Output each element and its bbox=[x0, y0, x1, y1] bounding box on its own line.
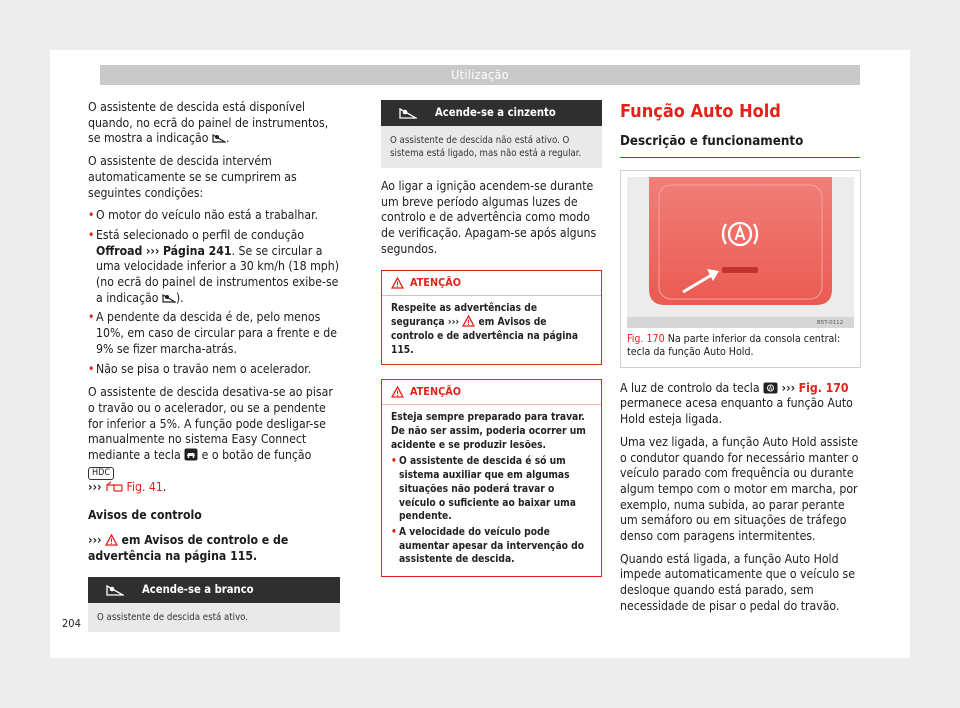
car-settings-icon bbox=[105, 481, 123, 493]
page-link[interactable]: em Avisos de controlo e de advertência na página 115 bbox=[88, 533, 289, 563]
hill-descent-icon bbox=[162, 292, 176, 304]
list-item: • O assistente de descida é só um sistema auxiliar que em algumas situações não poderá travar o veículo o suficiente ao baixar uma pendente. bbox=[391, 456, 576, 523]
hdc-key: HDC bbox=[88, 467, 114, 480]
list-item: • Não se pisa o travão nem o acelerador. bbox=[88, 361, 312, 376]
figure-caption: Fig. 170 Na parte inferior da consola central: tecla da função Auto Hold. bbox=[627, 332, 841, 359]
indicator-box-white: Acende-se a branco O assistente de descida está ativo. bbox=[88, 577, 340, 632]
column-right bbox=[620, 100, 860, 622]
warning-box: ATENÇÃO Esteja sempre preparado para travar. De não ser assim, poderia ocorrer um acidente e se produzir lesões. • O assistente de descida é só um sistema auxiliar que em algumas situações não poderá travar o veículo o suficiente ao baixar uma pendente. • A velocidade do veículo pode aumentar apesar da intervenção do assistente de descida. bbox=[381, 379, 602, 577]
paragraph: Ao ligar a ignição acendem-se durante um breve período algumas luzes de controlo e de advertência como modo de verificação. Apagam-se após alguns segundos. bbox=[381, 179, 597, 256]
section-header: Utilização bbox=[100, 65, 860, 85]
auto-hold-button-photo bbox=[627, 177, 854, 328]
auto-hold-icon bbox=[763, 382, 778, 394]
warning-triangle-icon bbox=[391, 277, 404, 289]
list-item: • Está selecionado o perfil de condução Offroad ››› Página 241. Se se circular a uma velocidade inferior a 30 km/h (18 mph) (no ecrã do painel de instrumentos exibe-se a indicação ). bbox=[88, 227, 339, 305]
box-header: Acende-se a branco bbox=[88, 577, 340, 603]
warning-title: ATENÇÃO bbox=[410, 275, 461, 289]
indicator-box-grey: Acende-se a cinzento O assistente de descida não está ativo. O sistema está ligado, mas não está a regular. bbox=[381, 100, 602, 168]
photo-code: B5T-0112 bbox=[817, 319, 844, 326]
car-menu-icon bbox=[184, 448, 198, 461]
list-item: • A velocidade do veículo pode aumentar apesar da intervenção do assistente de descida. bbox=[391, 526, 584, 566]
paragraph: A luz de controlo da tecla A ››› Fig. 170 permanece acesa enquanto a função Auto Hold esteja ligada. bbox=[620, 380, 853, 427]
hill-descent-icon bbox=[381, 106, 435, 120]
column-left bbox=[88, 100, 340, 632]
paragraph: Quando está ligada, a função Auto Hold impede automaticamente que o veículo se desloque quando está parado, sem necessidade de pisar o pedal do travão. bbox=[620, 551, 855, 613]
warning-triangle-icon bbox=[462, 315, 475, 327]
column-middle bbox=[381, 100, 602, 577]
section-title: Função Auto Hold bbox=[620, 101, 781, 122]
warning-triangle-icon bbox=[105, 534, 118, 546]
paragraph: O assistente de descida intervém automaticamente se se cumprirem as seguintes condições: bbox=[88, 154, 297, 200]
svg-text:A: A bbox=[768, 385, 773, 392]
page-number: 204 bbox=[62, 617, 81, 630]
figure-link[interactable]: Fig. 170 bbox=[798, 380, 849, 395]
hill-descent-icon bbox=[212, 132, 226, 144]
paragraph: Uma vez ligada, a função Auto Hold assiste o condutor quando for necessário manter o veículo parado com frequência ou durante algum tempo com o motor em marcha, por exemplo, numa subida, ao parar perante um semáforo ou em situações de tráfego denso com paragens intermitentes. bbox=[620, 434, 859, 544]
figure bbox=[620, 170, 861, 368]
list-item: • A pendente da descida é de, pelo menos 10%, em caso de circular para a frente e de 9% se fizer marcha-atrás. bbox=[88, 310, 337, 356]
list-item: • O motor do veículo não está a trabalhar. bbox=[88, 208, 318, 223]
warning-box: ATENÇÃO Respeite as advertências de segurança ››› em Avisos de controlo e de advertência na página 115. bbox=[381, 270, 602, 366]
section-subtitle: Descrição e funcionamento bbox=[620, 134, 860, 158]
box-header: Acende-se a cinzento bbox=[381, 100, 602, 126]
warning-title: ATENÇÃO bbox=[410, 385, 461, 399]
manual-page bbox=[50, 50, 910, 658]
figure-link[interactable]: Fig. 41 bbox=[126, 479, 163, 494]
warning-triangle-icon bbox=[391, 386, 404, 398]
page-link[interactable]: em Avisos de controlo e de advertência na página 115. bbox=[391, 317, 579, 356]
subheading: Avisos de controlo bbox=[88, 508, 202, 523]
paragraph: O assistente de descida está disponível quando, no ecrã do painel de instrumentos, se mostra a indicação . bbox=[88, 100, 329, 146]
page-link[interactable]: Página 241 bbox=[162, 243, 232, 258]
paragraph: ››› em Avisos de controlo e de advertência na página 115. bbox=[88, 533, 289, 563]
paragraph: O assistente de descida desativa-se ao pisar o travão ou o acelerador, ou se a pendente for inferior a 5%. A função pode desligar-se manualmente no sistema Easy Connect mediante a tecla e o botão de função HDC ››› Fig. 41. bbox=[88, 385, 333, 494]
hill-descent-icon bbox=[88, 583, 142, 597]
